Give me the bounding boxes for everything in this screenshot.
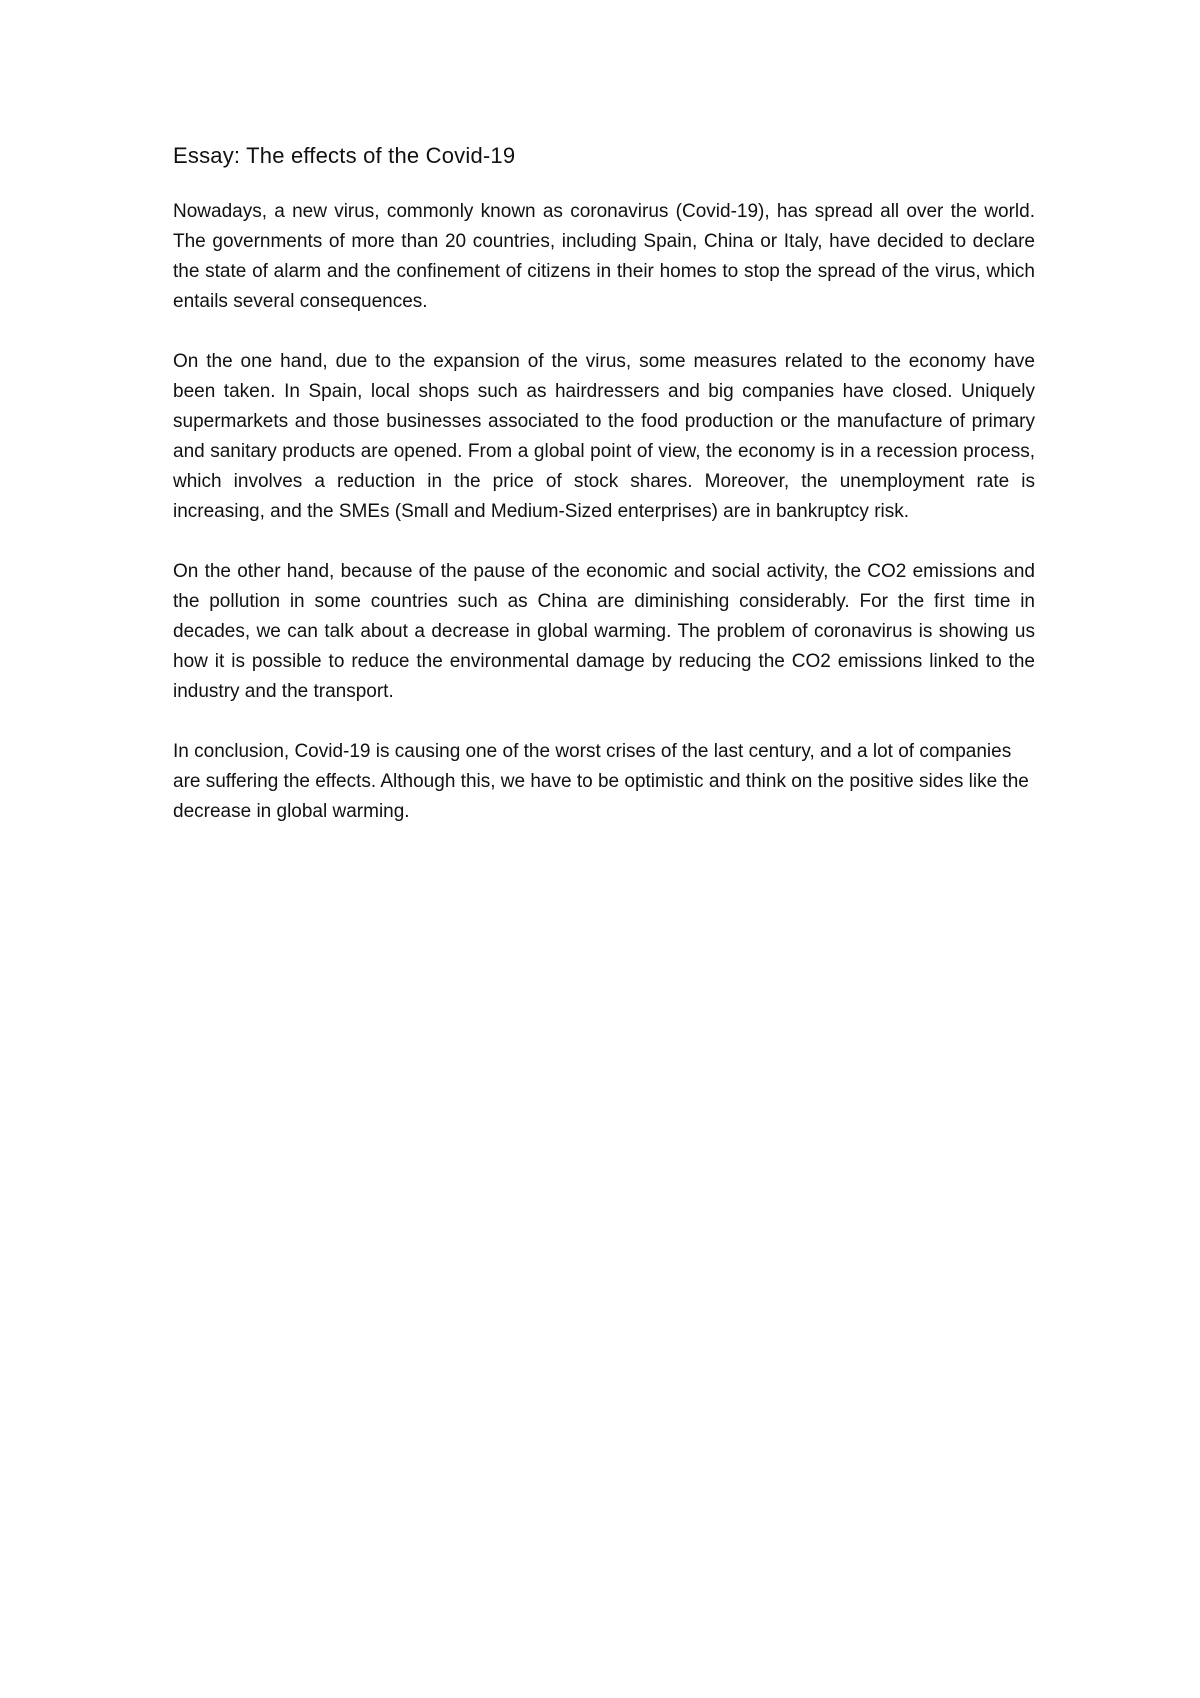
essay-body [173, 142, 1035, 857]
paragraph-environment: On the other hand, because of the pause of the economic and social activity, the CO2 emissions and the pollution in some countries such as China are diminishing considerably. For the first time in decades, we can talk about a decrease in global warming. The problem of coronavirus is showing us how it is possible to reduce the environmental damage by reducing the CO2 emissions linked to the industry and the transport. [173, 560, 1035, 702]
paragraph-conclusion: In conclusion, Covid-19 is causing one of the worst crises of the last century, and a lot of companies are suffering the effects. Although this, we have to be optimistic and think on the positive sides like the decrease in global warming. [173, 740, 1029, 822]
essay-title: Essay: The effects of the Covid-19 [173, 143, 516, 168]
paragraph-introduction: Nowadays, a new virus, commonly known as coronavirus (Covid-19), has spread all over the world. The governments of more than 20 countries, including Spain, China or Italy, have decided to declare the state of alarm and the confinement of citizens in their homes to stop the spread of the virus, which entails several consequences. [173, 200, 1035, 312]
paragraph-economy: On the one hand, due to the expansion of the virus, some measures related to the economy have been taken. In Spain, local shops such as hairdressers and big companies have closed. Uniquely supermarkets and those businesses associated to the food production or the manufacture of primary and sanitary products are opened. From a global point of view, the economy is in a recession process, which involves a reduction in the price of stock shares. Moreover, the unemployment rate is increasing, and the SMEs (Small and Medium-Sized enterprises) are in bankruptcy risk. [173, 350, 1035, 522]
